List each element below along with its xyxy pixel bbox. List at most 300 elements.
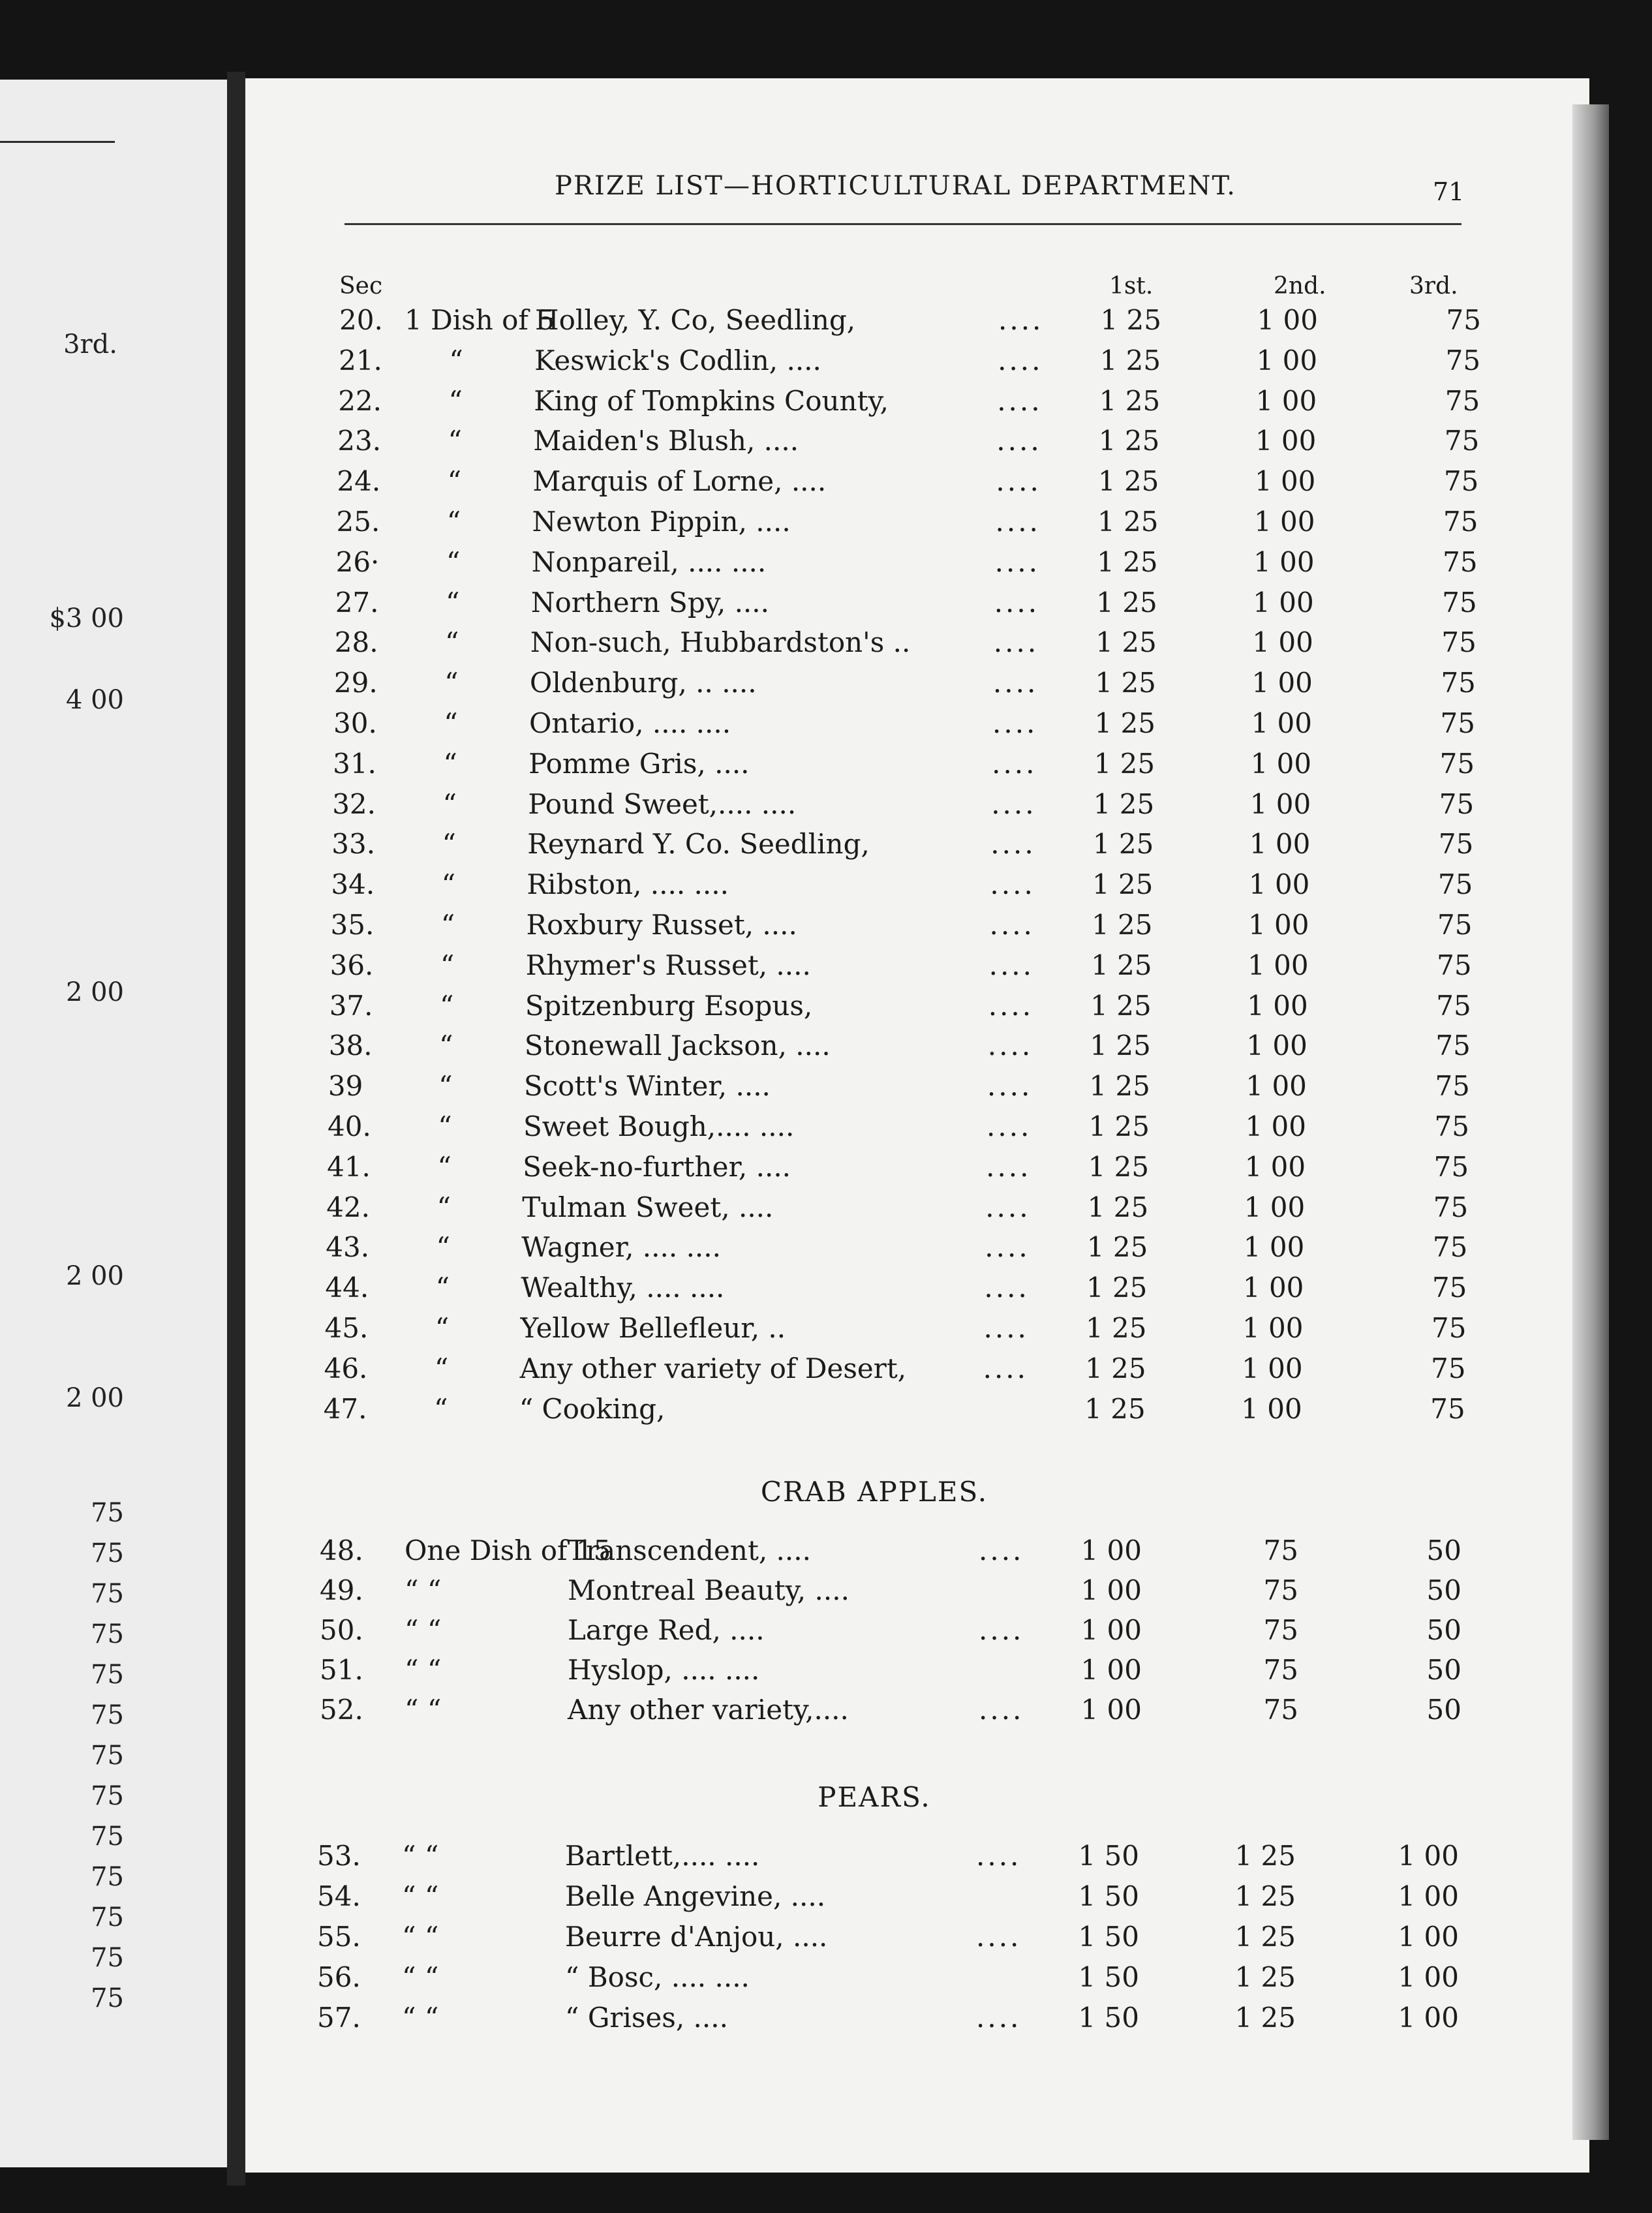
ditto-mark: “ [435,1312,450,1344]
ditto-mark: “ [445,626,459,659]
section-number: 30. [333,707,377,739]
ditto-mark: “ [439,989,454,1022]
section-number: 22. [338,384,382,417]
third-prize: 75 [1437,949,1472,981]
crab_apples-row [0,1654,1566,1693]
variety-name: Beurre d'Anjou, .... [565,1921,828,1953]
left-column-value: 75 [91,1538,124,1568]
ditto-mark: “ [444,667,459,699]
variety-name: Keswick's Codlin, .... [534,344,821,376]
first-prize: 1 25 [1097,506,1159,538]
ditto-mark: “ “ [402,1921,439,1953]
variety-name: Holley, Y. Co, Seedling, [535,304,856,336]
apples-row [0,1030,1566,1069]
third-prize: 75 [1444,425,1480,457]
second-prize: 1 00 [1250,747,1312,780]
section-number: 34. [331,868,375,901]
leader-dots: .... [990,828,1036,861]
second-prize: 1 00 [1255,425,1317,457]
third-prize: 50 [1426,1574,1461,1606]
third-prize: 1 00 [1398,2002,1459,2034]
second-prize: 1 00 [1246,1030,1308,1062]
first-prize: 1 25 [1092,868,1154,901]
leader-dots: .... [979,1534,1024,1566]
section-number: 55. [317,1921,361,1953]
second-prize: 1 00 [1245,1110,1306,1142]
variety-name: “ Grises, .... [565,2002,728,2034]
third-prize: 75 [1431,1272,1467,1304]
second-prize: 1 00 [1249,828,1311,861]
variety-name: Scott's Winter, .... [523,1070,771,1103]
left-column-value: 75 [91,1902,124,1932]
variety-name: Marquis of Lorne, .... [532,465,827,498]
leader-dots: .... [987,1110,1032,1142]
left-column-value: 4 00 [65,685,124,715]
pears-row [0,1921,1566,1960]
leader-dots: .... [992,667,1039,699]
apples-row [0,626,1566,665]
leader-dots: .... [983,1312,1029,1344]
section-number: 32. [332,787,376,820]
third-prize: 75 [1437,909,1473,941]
section-number: 47. [323,1392,367,1425]
first-prize: 1 25 [1098,425,1160,457]
leader-dots: .... [989,909,1035,941]
second-prize: 75 [1263,1694,1298,1726]
second-prize: 1 00 [1253,506,1315,538]
ditto-mark: “ [442,828,457,861]
variety-name: Belle Angevine, .... [565,1880,826,1912]
variety-name: Large Red, .... [568,1614,765,1646]
leader-dots: .... [976,2002,1022,2034]
third-prize: 75 [1441,667,1476,699]
leader-dots: .... [993,626,1039,659]
third-prize: 1 00 [1398,1880,1459,1912]
ditto-mark: 1 Dish of 5 [405,304,555,336]
first-prize: 1 25 [1084,1392,1146,1425]
leader-dots: .... [986,1150,1032,1183]
first-prize: 1 25 [1099,384,1161,417]
variety-name: Hyslop, .... .... [568,1654,760,1686]
second-prize: 75 [1263,1654,1298,1686]
second-prize: 1 00 [1242,1312,1304,1344]
page-title: PRIZE LIST—HORTICULTURAL DEPARTMENT. [555,171,1237,201]
first-prize: 1 25 [1086,1231,1148,1264]
ditto-mark: “ [446,545,461,578]
third-prize: 75 [1434,1110,1469,1142]
variety-name: Bartlett,.... .... [565,1840,760,1872]
leader-dots: .... [976,1840,1022,1872]
first-prize: 1 50 [1078,1961,1139,1993]
third-prize: 75 [1440,707,1475,739]
third-prize: 1 00 [1398,1961,1459,1993]
ditto-mark: “ [448,384,463,417]
third-prize: 75 [1432,1231,1468,1264]
section-number: 48. [320,1534,363,1566]
left-column-value: 2 00 [65,977,124,1007]
variety-name: Maiden's Blush, .... [533,425,799,457]
third-prize: 75 [1435,1070,1470,1103]
ditto-mark: “ [439,1030,453,1062]
second-prize: 1 00 [1255,384,1317,417]
second-prize: 1 00 [1247,949,1309,981]
left-column-value: 75 [91,1660,124,1690]
section-number: 51. [320,1654,363,1686]
first-prize: 1 25 [1100,304,1161,336]
leader-dots: .... [979,1694,1024,1726]
ditto-mark: “ [447,465,462,498]
first-prize: 1 25 [1090,1030,1151,1062]
leader-dots: .... [985,1231,1030,1264]
ditto-mark: “ “ [405,1694,442,1726]
section-title-pears: PEARS. [818,1781,931,1813]
second-prize: 1 00 [1251,707,1312,739]
left-column-value: 75 [91,1943,124,1973]
section-number: 57. [317,2002,361,2034]
first-prize: 1 25 [1095,667,1156,699]
second-prize: 75 [1263,1574,1298,1606]
first-prize: 1 25 [1088,1150,1150,1183]
third-prize: 75 [1438,828,1474,861]
apples-row [0,1151,1566,1190]
ditto-mark: “ [441,868,456,901]
ditto-mark: “ “ [405,1574,442,1606]
third-prize: 75 [1439,787,1475,820]
left-column-value: 75 [91,1983,124,2013]
leader-dots: .... [987,1070,1033,1103]
ditto-mark: “ [438,1070,453,1103]
leader-dots: .... [985,1191,1031,1223]
variety-name: Spitzenburg Esopus, [525,989,813,1022]
third-prize: 1 00 [1398,1840,1459,1872]
ditto-mark: “ [442,787,457,820]
variety-name: Roxbury Russet, .... [526,909,797,941]
column-header-third: 3rd. [1409,273,1458,299]
pears-row [0,2002,1566,2041]
third-prize: 75 [1433,1150,1469,1183]
leader-dots: .... [994,545,1040,578]
apples-row [0,1191,1566,1230]
page-edge [1572,104,1609,2140]
ditto-mark: “ [448,425,463,457]
section-number: 25. [336,506,380,538]
section-number: 49. [320,1574,363,1606]
section-number: 23. [337,425,382,457]
apples-row [0,1070,1566,1109]
ditto-mark: “ [449,344,463,376]
first-prize: 1 50 [1078,1880,1139,1912]
crab_apples-row [0,1614,1566,1653]
first-prize: 1 25 [1091,949,1152,981]
second-prize: 1 00 [1247,989,1308,1022]
second-prize: 1 00 [1247,909,1309,941]
leader-dots: .... [998,344,1043,376]
variety-name: Wealthy, .... .... [521,1272,725,1304]
left-column-value: 2 00 [65,1261,124,1291]
apples-row [0,1312,1566,1351]
apples-row [0,828,1566,867]
variety-name: Montreal Beauty, .... [568,1574,849,1606]
ditto-mark: “ “ [402,1961,439,1993]
ditto-mark: “ “ [405,1614,442,1646]
second-prize: 1 25 [1234,1961,1296,1993]
third-prize: 50 [1426,1654,1461,1686]
third-prize: 75 [1439,747,1475,780]
leader-dots: .... [995,506,1041,538]
second-prize: 1 00 [1244,1191,1306,1223]
third-prize: 75 [1431,1352,1466,1384]
second-prize: 75 [1263,1614,1298,1646]
ditto-mark: “ [434,1352,449,1384]
section-number: 20. [339,304,383,336]
ditto-mark: “ “ [402,1840,439,1872]
third-prize: 75 [1431,1312,1467,1344]
variety-name: Any other variety,.... [568,1694,849,1726]
apples-row [0,385,1566,424]
section-number: 26· [335,545,380,578]
leader-dots: .... [998,304,1044,336]
crab_apples-row [0,1574,1566,1613]
first-prize: 1 25 [1095,626,1157,659]
ditto-mark: “ [444,707,458,739]
first-prize: 1 25 [1089,1070,1150,1103]
third-prize: 1 00 [1398,1921,1459,1953]
section-number: 46. [324,1352,368,1384]
variety-name: Any other variety of Desert, [519,1352,907,1384]
variety-name: Non-such, Hubbardston's .. [530,626,911,659]
first-prize: 1 25 [1094,707,1155,739]
third-prize: 50 [1426,1694,1461,1726]
section-number: 35. [330,909,375,941]
section-number: 41. [327,1150,371,1183]
leader-dots: .... [996,425,1042,457]
third-prize: 75 [1443,545,1478,578]
second-prize: 1 00 [1246,1070,1307,1103]
section-number: 54. [317,1880,361,1912]
first-prize: 1 00 [1080,1614,1142,1646]
first-prize: 1 25 [1090,989,1152,1022]
second-prize: 1 25 [1234,1880,1296,1912]
leader-dots: .... [992,747,1037,780]
leader-dots: .... [984,1272,1030,1304]
left-column-value: 75 [91,1822,124,1852]
page-number: 71 [1433,177,1465,206]
first-prize: 1 25 [1088,1110,1150,1142]
pears-row [0,1880,1566,1919]
left-column-value: 75 [91,1862,124,1892]
variety-name: Seek-no-further, .... [523,1150,791,1183]
first-prize: 1 00 [1080,1534,1142,1566]
section-number: 52. [320,1694,363,1726]
third-prize: 75 [1436,989,1471,1022]
ditto-mark: “ “ [402,2002,439,2034]
section-number: 29. [333,667,378,699]
second-prize: 1 00 [1256,344,1318,376]
leader-dots: .... [996,465,1041,498]
first-prize: 1 00 [1080,1574,1142,1606]
apples-row [0,868,1566,908]
second-prize: 1 00 [1242,1352,1303,1384]
ditto-mark: “ [440,909,455,941]
section-number: 50. [320,1614,363,1646]
third-prize: 75 [1445,384,1480,417]
first-prize: 1 00 [1080,1654,1142,1686]
second-prize: 1 00 [1249,787,1311,820]
apples-row [0,788,1566,827]
second-prize: 1 00 [1243,1231,1305,1264]
ditto-mark: “ [446,506,461,538]
leader-dots: .... [988,989,1034,1022]
apples-row [0,909,1566,948]
variety-name: Rhymer's Russet, .... [525,949,811,981]
leader-dots: .... [991,787,1037,820]
second-prize: 1 00 [1251,667,1313,699]
variety-name: Newton Pippin, .... [532,506,791,538]
second-prize: 1 25 [1234,2002,1296,2034]
left-column-value: 2 00 [65,1383,124,1413]
apples-row [0,304,1566,343]
section-number: 44. [325,1272,369,1304]
second-prize: 1 00 [1241,1392,1302,1425]
ditto-mark: “ [438,1110,452,1142]
ditto-mark: “ [443,747,457,780]
second-prize: 1 00 [1252,626,1313,659]
leader-dots: .... [988,949,1034,981]
section-title-crab-apples: CRAB APPLES. [760,1476,988,1508]
section-number: 43. [326,1231,370,1264]
left-column-value: $3 00 [49,603,124,633]
first-prize: 1 25 [1099,344,1161,376]
ditto-mark: “ [436,1191,451,1223]
first-prize: 1 25 [1097,465,1159,498]
variety-name: Sweet Bough,.... .... [523,1110,795,1142]
first-prize: 1 25 [1086,1272,1148,1304]
first-prize: 1 00 [1080,1694,1142,1726]
apples-row [0,587,1566,626]
column-header-sec: Sec [339,273,383,299]
second-prize: 1 00 [1253,545,1315,578]
left-column-value: 75 [91,1741,124,1771]
leader-dots: .... [997,384,1043,417]
crab_apples-row [0,1534,1566,1574]
leader-dots: .... [990,868,1035,901]
apples-row [0,506,1566,545]
variety-name: Yellow Bellefleur, .. [520,1312,786,1344]
ditto-mark: “ [436,1231,451,1264]
first-prize: 1 25 [1093,787,1155,820]
first-prize: 1 25 [1092,828,1154,861]
leader-dots: .... [994,586,1040,618]
section-number: 39 [328,1070,363,1103]
apples-row [0,1352,1566,1392]
first-prize: 1 50 [1078,1921,1139,1953]
section-number: 31. [333,747,376,780]
leader-dots: .... [992,707,1038,739]
left-column-value: 75 [91,1700,124,1730]
first-prize: 1 25 [1085,1312,1147,1344]
first-prize: 1 25 [1097,545,1158,578]
section-number: 28. [334,626,378,659]
variety-name: “ Cooking, [519,1392,665,1425]
column-header-first: 1st. [1109,273,1154,299]
section-number: 21. [339,344,382,376]
second-prize: 1 00 [1257,304,1318,336]
apples-row [0,707,1566,746]
column-header-second: 2nd. [1274,273,1326,299]
pears-row [0,1840,1566,1879]
variety-name: Northern Spy, .... [530,586,769,618]
variety-name: Tulman Sweet, .... [522,1191,774,1223]
third-prize: 75 [1443,465,1479,498]
apples-row [0,1272,1566,1311]
first-prize: 1 25 [1087,1191,1149,1223]
variety-name: Transcendent, .... [568,1534,811,1566]
first-prize: 1 25 [1085,1352,1146,1384]
variety-name: Ontario, .... .... [529,707,731,739]
ditto-mark: “ [433,1392,448,1425]
left-page-rule [0,141,115,143]
header-rule [344,223,1461,225]
third-prize: 75 [1433,1191,1469,1223]
apples-row [0,667,1566,706]
ditto-mark: One Dish of 15 [405,1534,611,1566]
second-prize: 1 00 [1254,465,1316,498]
second-prize: 1 25 [1234,1921,1296,1953]
section-number: 56. [317,1961,361,1993]
ditto-mark: “ [435,1272,450,1304]
section-number: 40. [328,1110,371,1142]
third-prize: 50 [1426,1534,1461,1566]
ditto-mark: “ “ [402,1880,439,1912]
section-number: 45. [324,1312,369,1344]
second-prize: 1 00 [1244,1150,1306,1183]
section-number: 24. [337,465,381,498]
apples-row [0,465,1566,504]
third-prize: 75 [1445,344,1481,376]
apples-row [0,990,1566,1029]
third-prize: 75 [1446,304,1481,336]
left-column-value: 75 [91,1498,124,1528]
ditto-mark: “ “ [405,1654,442,1686]
third-prize: 75 [1441,626,1476,659]
third-prize: 75 [1435,1030,1471,1062]
second-prize: 1 00 [1253,586,1314,618]
third-prize: 50 [1426,1614,1461,1646]
section-number: 42. [326,1191,370,1223]
section-number: 37. [329,989,373,1022]
second-prize: 1 00 [1248,868,1310,901]
variety-name: Oldenburg, .. .... [529,667,757,699]
variety-name: Stonewall Jackson, .... [524,1030,831,1062]
apples-row [0,425,1566,464]
first-prize: 1 50 [1078,2002,1139,2034]
section-number: 33. [331,828,376,861]
crab_apples-row [0,1694,1566,1733]
section-number: 38. [328,1030,373,1062]
apples-row [0,949,1566,988]
ditto-mark: “ [440,949,455,981]
variety-name: Wagner, .... .... [521,1231,721,1264]
third-prize: 75 [1437,868,1473,901]
section-number: 53. [317,1840,361,1872]
left-column-heading: 3rd. [63,329,117,359]
pears-row [0,1961,1566,2000]
first-prize: 1 50 [1078,1840,1139,1872]
section-number: 27. [335,586,379,618]
leader-dots: .... [976,1921,1022,1953]
leader-dots: .... [983,1352,1028,1384]
left-column-value: 75 [91,1781,124,1811]
